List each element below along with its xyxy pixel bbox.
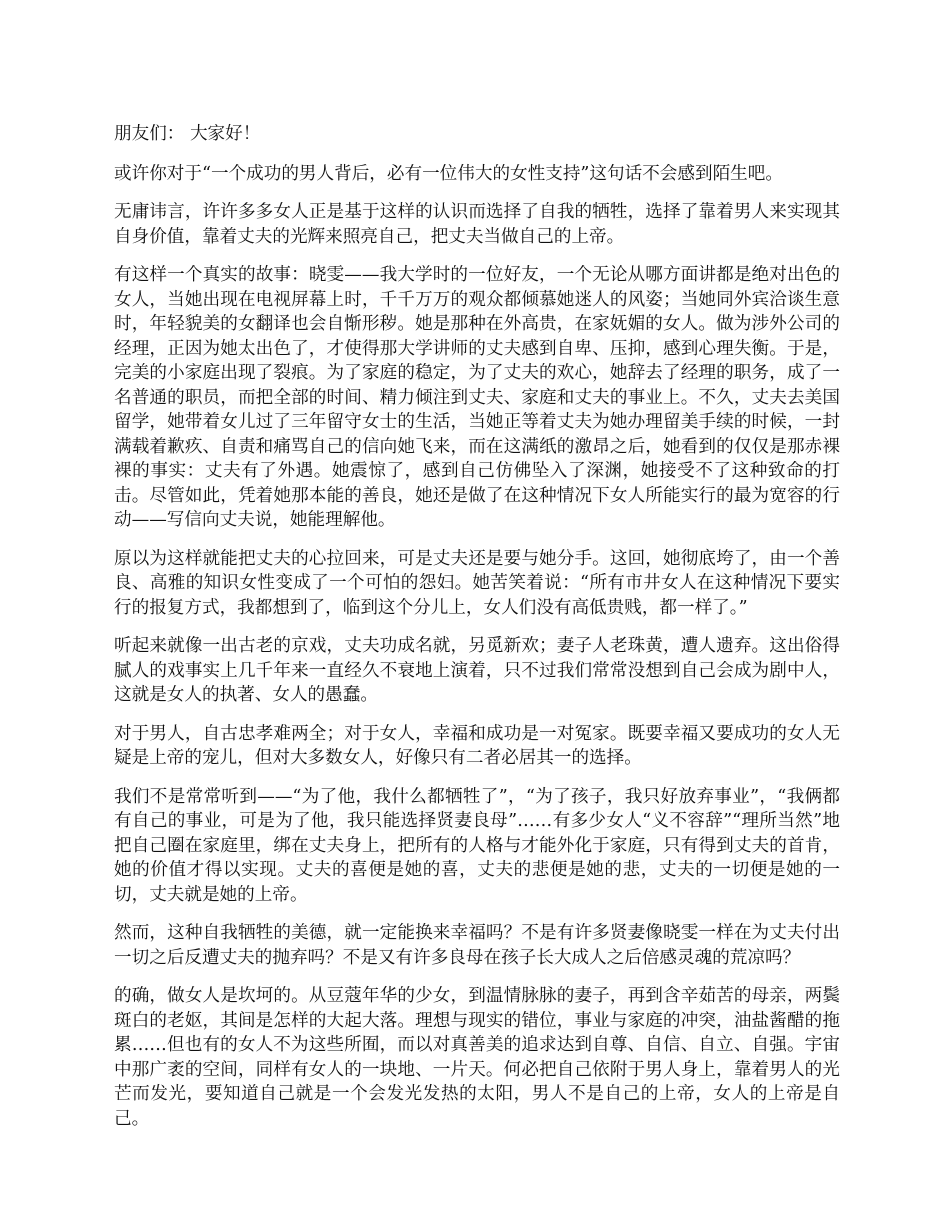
- greeting-line: 朋友们： 大家好！: [114, 124, 261, 144]
- paragraph-5: 听起来就像一出古老的京戏，丈夫功成名就，另觅新欢；妻子人老珠黄，遭人遗弃。这出俗得腻人的戏事实上几千年来一直经久不衰地上演着，只不过我们常常没想到自己会成为剧中人，这就是女人的执著、女人的愚蠢。: [114, 636, 840, 705]
- paragraph-9: 的确，做女人是坎坷的。从豆蔻年华的少女，到温情脉脉的妻子，再到含辛茹苦的母亲，两鬓斑白的老妪，其间是怎样的大起大落。理想与现实的错位，事业与家庭的冲突，油盐酱醋的拖累……但也有的女人不为这些所囿，而以对真善美的追求达到自尊、自信、自立、自强。宇宙中那广袤的空间，同样有女人的一块地、一片天。何必把自己依附于男人身上，靠着男人的光芒而发光，要知道自己就是一个会发光发热的太阳，男人不是自己的上帝，女人的上帝是自己。: [114, 986, 840, 1129]
- paragraph-3: 有这样一个真实的故事：晓雯——我大学时的一位好友，一个无论从哪方面讲都是绝对出色的女人，当她出现在电视屏幕上时，千千万万的观众都倾慕她迷人的风姿；当她同外宾洽谈生意时，年轻貌美的女翻译也会自惭形秽。她是那种在外高贵，在家妩媚的女人。做为涉外公司的经理，正因为她太出色了，才使得那大学讲师的丈夫感到自卑、压抑，感到心理失衡。于是，完美的小家庭出现了裂痕。为了家庭的稳定，为了丈夫的欢心，她辞去了经理的职务，成了一名普通的职员，而把全部的时间、精力倾注到丈夫、家庭和丈夫的事业上。不久，丈夫去美国留学，她带着女儿过了三年留守女士的生活，当她正等着丈夫为她办理留美手续的时候，一封满载着歉疚、自责和痛骂自己的信向她飞来，而在这满纸的激昂之后，她看到的仅仅是那赤裸裸的事实：丈夫有了外遇。她震惊了，感到自己仿佛坠入了深渊，她接受不了这种致命的打击。尽管如此，凭着她那本能的善良，她还是做了在这种情况下女人所能实行的最为宽容的行动——写信向丈夫说，她能理解他。: [114, 265, 840, 530]
- paragraph-2: 无庸讳言，许许多多女人正是基于这样的认识而选择了自我的牺牲，选择了靠着男人来实现其自身价值，靠着丈夫的光辉来照亮自己，把丈夫当做自己的上帝。: [114, 202, 840, 247]
- paragraph-7: 我们不是常常听到——“为了他，我什么都牺牲了”，“为了孩子，我只好放弃事业”，“我俩都有自己的事业，可是为了他，我只能选择贤妻良母”……有多少女人“义不容辞”“理所当然”地把自己圈在家庭里，绑在丈夫身上，把所有的人格与才能外化于家庭，只有得到丈夫的首肯，她的价值才得以实现。丈夫的喜便是她的喜，丈夫的悲便是她的悲，丈夫的一切便是她的一切，丈夫就是她的上帝。: [114, 786, 840, 905]
- document-page: [114, 122, 840, 1145]
- paragraph-8: 然而，这种自我牺牲的美德，就一定能换来幸福吗？不是有许多贤妻像晓雯一样在为丈夫付出一切之后反遭丈夫的抛弃吗？不是又有许多良母在孩子长大成人之后倍感灵魂的荒凉吗？: [114, 923, 840, 968]
- paragraph-1: 或许你对于“一个成功的男人背后，必有一位伟大的女性支持”这句话不会感到陌生吧。: [114, 163, 783, 184]
- paragraph-6: 对于男人，自古忠孝难两全；对于女人，幸福和成功是一对冤家。既要幸福又要成功的女人无疑是上帝的宠儿，但对大多数女人，好像只有二者必居其一的选择。: [114, 723, 840, 768]
- paragraph-4: 原以为这样就能把丈夫的心拉回来，可是丈夫还是要与她分手。这回，她彻底垮了，由一个善良、高雅的知识女性变成了一个可怕的怨妇。她苦笑着说：“所有市井女人在这种情况下要实行的报复方式，我都想到了，临到这个分儿上，女人们没有高低贵贱，都一样了。”: [114, 548, 840, 618]
